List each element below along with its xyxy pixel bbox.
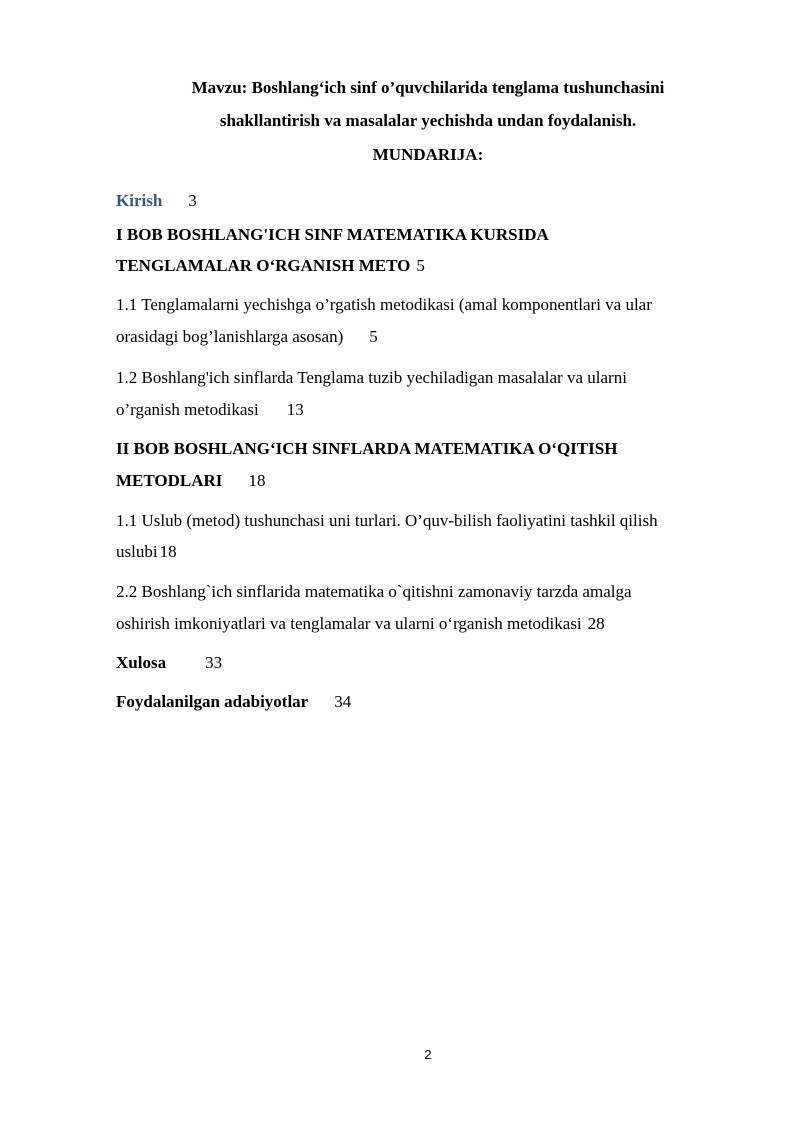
toc-kirish-page: 3 <box>188 191 197 210</box>
toc-section1-2-line1: 1.2 Boshlang'ich sinflarda Tenglama tuzib yechiladigan masalalar va ularni <box>116 368 627 387</box>
toc-chapter1-line2: TENGLAMALAR O‘RGANISH METO <box>116 256 411 275</box>
toc-heading: MUNDARIJA: <box>372 145 484 164</box>
toc-chapter1-line1: I BOB BOSHLANG'ICH SINF MATEMATIKA KURSIDA <box>116 225 549 244</box>
document-title-line-2: shakllantirish va masalalar yechishda undan foydalanish. <box>219 111 637 130</box>
toc-adabiyotlar-label: Foydalanilgan adabiyotlar <box>116 692 309 711</box>
toc-section1-2-line2-row <box>116 400 304 420</box>
toc-entry-xulosa <box>116 653 222 673</box>
toc-section1-1-line1: 1.1 Tenglamalarni yechishga o’rgatish metodikasi (amal komponentlari va ular <box>116 295 652 314</box>
toc-chapter2-page: 18 <box>248 471 266 490</box>
toc-entry-kirish[interactable] <box>116 191 197 211</box>
toc-section1-2-line2: o’rganish metodikasi <box>116 400 259 419</box>
toc-section2-1-line1: 1.1 Uslub (metod) tushunchasi uni turlari. O’quv-bilish faoliyatini tashkil qilish <box>116 511 658 530</box>
toc-chapter2-line2: METODLARI <box>116 471 223 490</box>
toc-section2-2-page: 28 <box>587 614 605 633</box>
toc-chapter1-line2-row <box>116 256 425 276</box>
toc-chapter1-page: 5 <box>416 256 425 275</box>
toc-section2-2-line1: 2.2 Boshlang`ich sinflarida matematika o`qitishni zamonaviy tarzda amalga <box>116 582 632 601</box>
toc-section1-2-page: 13 <box>286 400 304 419</box>
toc-kirish-label[interactable]: Kirish <box>116 191 163 210</box>
toc-chapter2-line1: II BOB BOSHLANG‘ICH SINFLARDA MATEMATIKA O‘QITISH <box>116 439 618 458</box>
toc-section1-1-line2: orasidagi bog’lanishlarga asosan) <box>116 327 344 346</box>
toc-adabiyotlar-page: 34 <box>334 692 352 711</box>
toc-chapter2-line2-row <box>116 471 265 491</box>
toc-section2-1-line2: uslubi <box>116 542 158 561</box>
toc-section2-2-line2-row <box>116 614 605 634</box>
toc-section2-2-line2: oshirish imkoniyatlari va tenglamalar va ularni o‘rganish metodikasi <box>116 614 582 633</box>
toc-xulosa-page: 33 <box>205 653 223 672</box>
toc-entry-adabiyotlar <box>116 692 351 712</box>
toc-section2-1-page: 18 <box>159 542 177 561</box>
toc-xulosa-label: Xulosa <box>116 653 167 672</box>
toc-section1-1-line2-row <box>116 327 378 347</box>
toc-section1-1-page: 5 <box>369 327 378 346</box>
toc-section2-1-line2-row <box>116 542 177 562</box>
page-number: 2 <box>424 1047 432 1062</box>
document-title-line-1: Mavzu: Boshlang‘ich sinf o’quvchilarida tenglama tushunchasini <box>191 78 665 97</box>
